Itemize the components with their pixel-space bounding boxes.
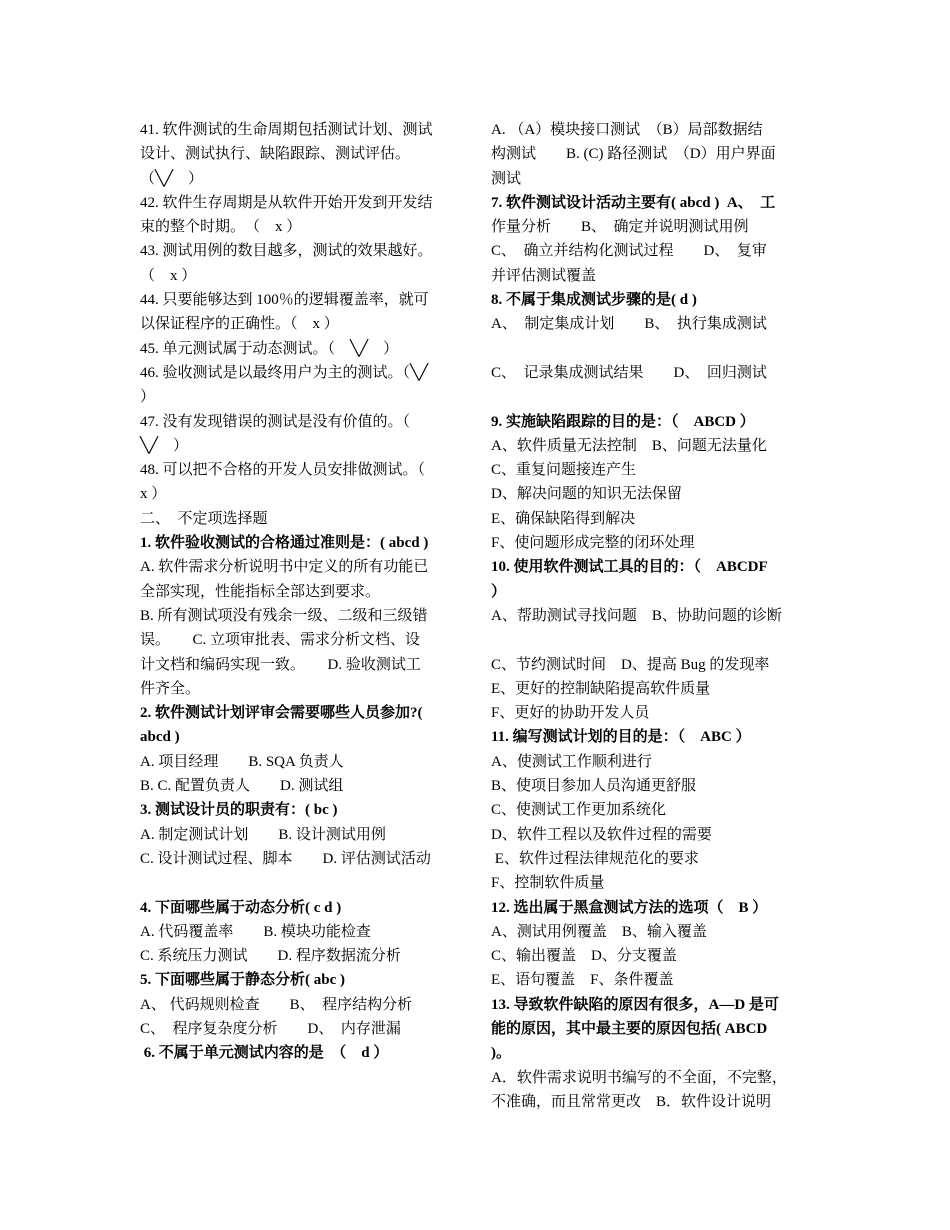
question-heading: ）: [491, 583, 507, 600]
text-line: B、使项目参加人员沟通更舒服: [491, 778, 697, 795]
text-line: 46. 验收测试是以最终用户为主的测试。（╲╱: [140, 364, 429, 381]
text-line: A、测试用例覆盖 B、输入覆盖: [491, 923, 707, 940]
question-heading: 1. 软件验收测试的合格通过准则是：( abcd ): [140, 535, 429, 552]
text-line: A、帮助测试寻找问题 B、协助问题的诊断: [491, 607, 782, 624]
text-line: A. 项目经理 B. SQA 负责人: [140, 753, 344, 770]
text-line: E、语句覆盖 F、条件覆盖: [491, 972, 674, 989]
text-line: C. 系统压力测试 D. 程序数据流分析: [140, 948, 401, 965]
question-heading: 2. 软件测试计划评审会需要哪些人员参加?(: [140, 705, 423, 722]
text-line: 47. 没有发现错误的测试是没有价值的。（: [140, 413, 411, 430]
text-line: （ x ）: [140, 267, 197, 284]
text-line: 42. 软件生存周期是从软件开始开发到开发结: [140, 194, 433, 211]
text-line: 作量分析 B、 确定并说明测试用例: [491, 219, 749, 236]
section-heading: 二、 不定项选择题: [140, 510, 268, 527]
text-line: A、软件质量无法控制 B、问题无法量化: [491, 437, 767, 454]
text-line: 测试: [491, 170, 522, 187]
text-line: A、使测试工作顺利进行: [491, 753, 652, 770]
blank-line: [140, 871, 462, 895]
text-line: 设计、测试执行、缺陷跟踪、测试评估。: [140, 146, 411, 163]
question-heading: 4. 下面哪些属于动态分析( c d ): [140, 899, 342, 916]
text-line: 45. 单元测试属于动态测试。（ ╲╱ ）: [140, 340, 399, 357]
question-heading: 13. 导致软件缺陷的原因有很多，A—D 是可: [491, 996, 779, 1013]
question-heading: 7. 软件测试设计活动主要有( abcd ) A、 工: [491, 194, 776, 211]
text-line: 束的整个时期。 （ x ）: [140, 219, 302, 236]
text-line: 43. 测试用例的数目越多，测试的效果越好。: [140, 243, 433, 260]
text-line: B. 所有测试项没有残余一级、二级和三级错: [140, 607, 428, 624]
text-line: C、 程序复杂度分析 D、 内存泄漏: [140, 1020, 401, 1037]
text-line: C、重复问题接连产生: [491, 462, 637, 479]
blank-line: [491, 337, 813, 361]
text-line: C、 确立并结构化测试过程 D、 复审: [491, 243, 767, 260]
question-heading: 能的原因，其中最主要的原因包括( ABCD: [491, 1020, 768, 1037]
text-line: C、 记录集成测试结果 D、 回归测试: [491, 364, 767, 381]
text-line: A. 代码覆盖率 B. 模块功能检查: [140, 923, 371, 940]
question-heading: abcd ): [140, 729, 180, 746]
blank-line: [491, 385, 813, 409]
text-line: x ）: [140, 486, 167, 503]
question-heading: 6. 不属于单元测试内容的是 （ d ）: [140, 1045, 389, 1062]
text-line: A. 制定测试计划 B. 设计测试用例: [140, 826, 386, 843]
question-heading: 12. 选出属于黑盒测试方法的选项（ B ）: [491, 899, 768, 916]
question-heading: 11. 编写测试计划的目的是：（ ABC ）: [491, 729, 751, 746]
text-line: 以保证程序的正确性。（ x ）: [140, 316, 339, 333]
text-line: A. （A）模块接口测试 （B）局部数据结: [491, 122, 763, 138]
text-line: F、控制软件质量: [491, 875, 605, 892]
text-line: C、使测试工作更加系统化: [491, 802, 667, 819]
question-heading: 8. 不属于集成测试步骤的是( d ): [491, 292, 697, 309]
text-line: 并评估测试覆盖: [491, 267, 597, 284]
text-line: 件齐全。: [140, 680, 201, 697]
text-line: A、 制定集成计划 B、 执行集成测试: [491, 316, 767, 333]
text-line: （╲╱ ）: [140, 170, 204, 187]
text-line: E、更好的控制缺陷提高软件质量: [491, 680, 711, 697]
text-line: 44. 只要能够达到 100％的逻辑覆盖率，就可: [140, 292, 429, 309]
text-line: 全部实现，性能指标全部达到要求。: [140, 583, 381, 600]
text-line: F、更好的协助开发人员: [491, 705, 650, 722]
text-line: ）: [140, 389, 156, 406]
question-heading: 10. 使用软件测试工具的目的：（ ABCDF: [491, 559, 768, 576]
text-line: 构测试 B. (C) 路径测试 （D）用户界面: [491, 146, 776, 163]
text-line: C、输出覆盖 D、分支覆盖: [491, 948, 677, 965]
text-line: 不准确，而且常常更改 B．软件设计说明: [491, 1093, 772, 1110]
text-line: D、解决问题的知识无法保留: [491, 486, 682, 503]
text-line: F、使问题形成完整的闭环处理: [491, 535, 695, 552]
text-line: A．软件需求说明书编写的不全面，不完整，: [491, 1069, 787, 1086]
blank-line: [491, 628, 813, 652]
text-line: E、确保缺陷得到解决: [491, 510, 636, 527]
text-line: C、节约测试时间 D、提高 Bug 的发现率: [491, 656, 770, 673]
question-heading: 3. 测试设计员的职责有：( bc ): [140, 802, 338, 819]
text-line: 计文档和编码实现一致。 D. 验收测试工: [140, 656, 421, 673]
text-line: A. 软件需求分析说明书中定义的所有功能已: [140, 559, 429, 576]
text-line: C. 设计测试过程、脚本 D. 评估测试活动: [140, 850, 431, 867]
right-column: [491, 118, 813, 1114]
text-line: D、软件工程以及软件过程的需要: [491, 826, 712, 843]
text-line: 误。 C. 立项审批表、需求分析文档、设: [140, 632, 421, 649]
question-heading: 9. 实施缺陷跟踪的目的是：（ ABCD ）: [491, 413, 755, 430]
text-line: B. C. 配置负责人 D. 测试组: [140, 778, 344, 795]
text-line: ╲╱ ）: [140, 437, 189, 454]
text-line: 41. 软件测试的生命周期包括测试计划、测试: [140, 122, 433, 138]
question-heading: 5. 下面哪些属于静态分析( abc ): [140, 972, 345, 989]
text-line: E、软件过程法律规范化的要求: [491, 850, 699, 867]
left-column: [140, 118, 462, 1066]
text-line: A、 代码规则检查 B、 程序结构分析: [140, 996, 413, 1013]
question-heading: )。: [491, 1045, 511, 1062]
text-line: 48. 可以把不合格的开发人员安排做测试。（: [140, 462, 426, 479]
